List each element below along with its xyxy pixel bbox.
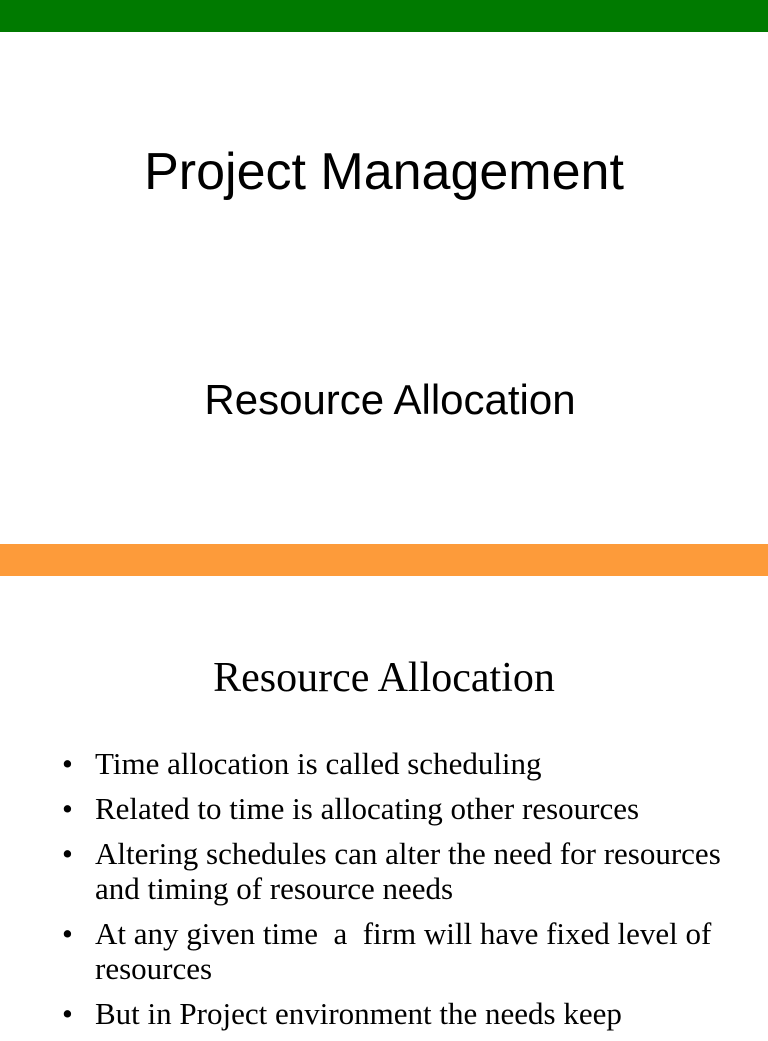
bullet-item [0,791,768,826]
bullet-text: At any given time a firm will have fixed level of resources [95,916,720,986]
bullet-text: Altering schedules can alter the need for resources and timing of resource needs [95,836,721,906]
bullet-marker: • [62,791,73,826]
slide-1-subtitle: Resource Allocation [204,376,576,423]
top-green-bar [0,0,768,32]
bullet-list [0,746,768,1041]
bullet-text: But in Project environment the needs keep [95,996,622,1031]
slide-1-title: Project Management [144,143,624,201]
bullet-item [0,836,768,906]
bullet-item [0,916,768,986]
slide-2-title: Resource Allocation [213,655,555,701]
bullet-marker: • [62,916,73,951]
bullet-marker: • [62,746,73,781]
bullet-marker: • [62,836,73,871]
orange-slide-divider [0,544,768,576]
bullet-marker: • [62,996,73,1031]
bullet-text: Time allocation is called scheduling [95,746,542,781]
bullet-text: Related to time is allocating other resources [95,791,640,826]
bullet-item [0,746,768,781]
bullet-item [0,996,768,1031]
